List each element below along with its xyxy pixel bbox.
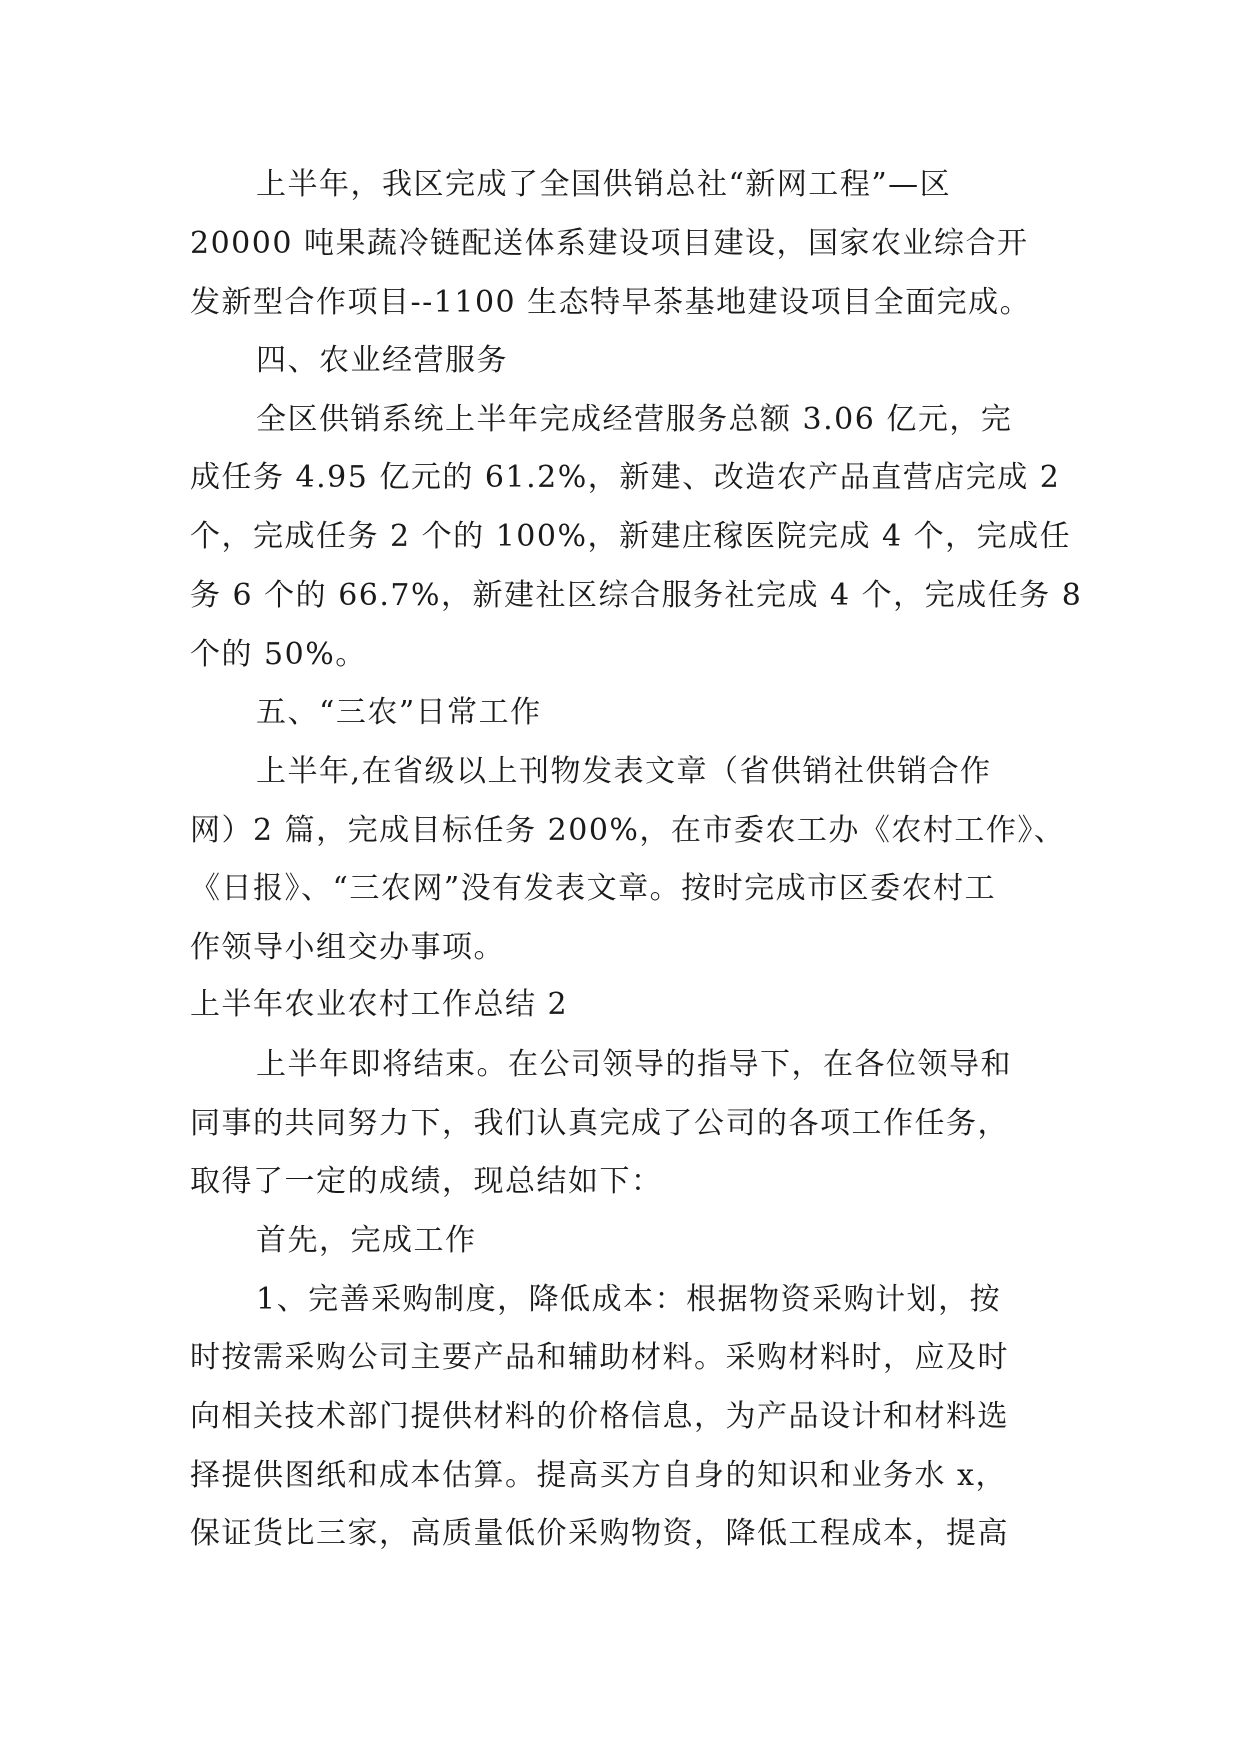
body-text-line: 上半年，我区完成了全国供销总社“新网工程”—区 — [256, 167, 952, 202]
section-heading: 首先，完成工作 — [256, 1223, 477, 1258]
body-text-line: 网）2 篇，完成目标任务 200%，在市委农工办《农村工作》、 — [190, 813, 1066, 848]
section-heading: 五、“三农”日常工作 — [256, 695, 542, 730]
body-text-line: 20000 吨果蔬冷链配送体系建设项目建设，国家农业综合开 — [190, 226, 1029, 261]
body-text-line: 1、完善采购制度，降低成本：根据物资采购计划，按 — [256, 1282, 1002, 1317]
article-title: 上半年农业农村工作总结 2 — [190, 987, 569, 1022]
body-text-line: 择提供图纸和成本估算。提高买方自身的知识和业务水 x， — [190, 1458, 1007, 1493]
body-text-line: 成任务 4.95 亿元的 61.2%，新建、改造农产品直营店完成 2 — [190, 460, 1061, 495]
body-text-line: 个的 50%。 — [190, 637, 367, 672]
body-text-line: 向相关技术部门提供材料的价格信息，为产品设计和材料选 — [190, 1399, 1009, 1434]
section-heading: 四、农业经营服务 — [256, 343, 508, 378]
body-text-line: 全区供销系统上半年完成经营服务总额 3.06 亿元，完 — [256, 402, 1013, 437]
body-text-line: 上半年即将结束。在公司领导的指导下，在各位领导和 — [256, 1047, 1012, 1082]
body-text-line: 保证货比三家，高质量低价采购物资，降低工程成本，提高 — [190, 1516, 1009, 1551]
body-text-line: 个，完成任务 2 个的 100%，新建庄稼医院完成 4 个，完成任 — [190, 519, 1072, 554]
body-text-line: 上半年,在省级以上刊物发表文章（省供销社供销合作 — [256, 754, 992, 789]
body-text-line: 同事的共同努力下，我们认真完成了公司的各项工作任务， — [190, 1106, 1009, 1141]
body-text-line: 务 6 个的 66.7%，新建社区综合服务社完成 4 个，完成任务 8 — [190, 578, 1083, 613]
body-text-line: 《日报》、“三农网”没有发表文章。按时完成市区委农村工 — [190, 871, 997, 906]
body-text-line: 发新型合作项目--1100 生态特早茶基地建设项目全面完成。 — [190, 285, 1032, 320]
body-text-line: 取得了一定的成绩，现总结如下： — [190, 1164, 663, 1199]
body-text-line: 作领导小组交办事项。 — [190, 930, 505, 965]
body-text-line: 时按需采购公司主要产品和辅助材料。采购材料时，应及时 — [190, 1340, 1009, 1375]
